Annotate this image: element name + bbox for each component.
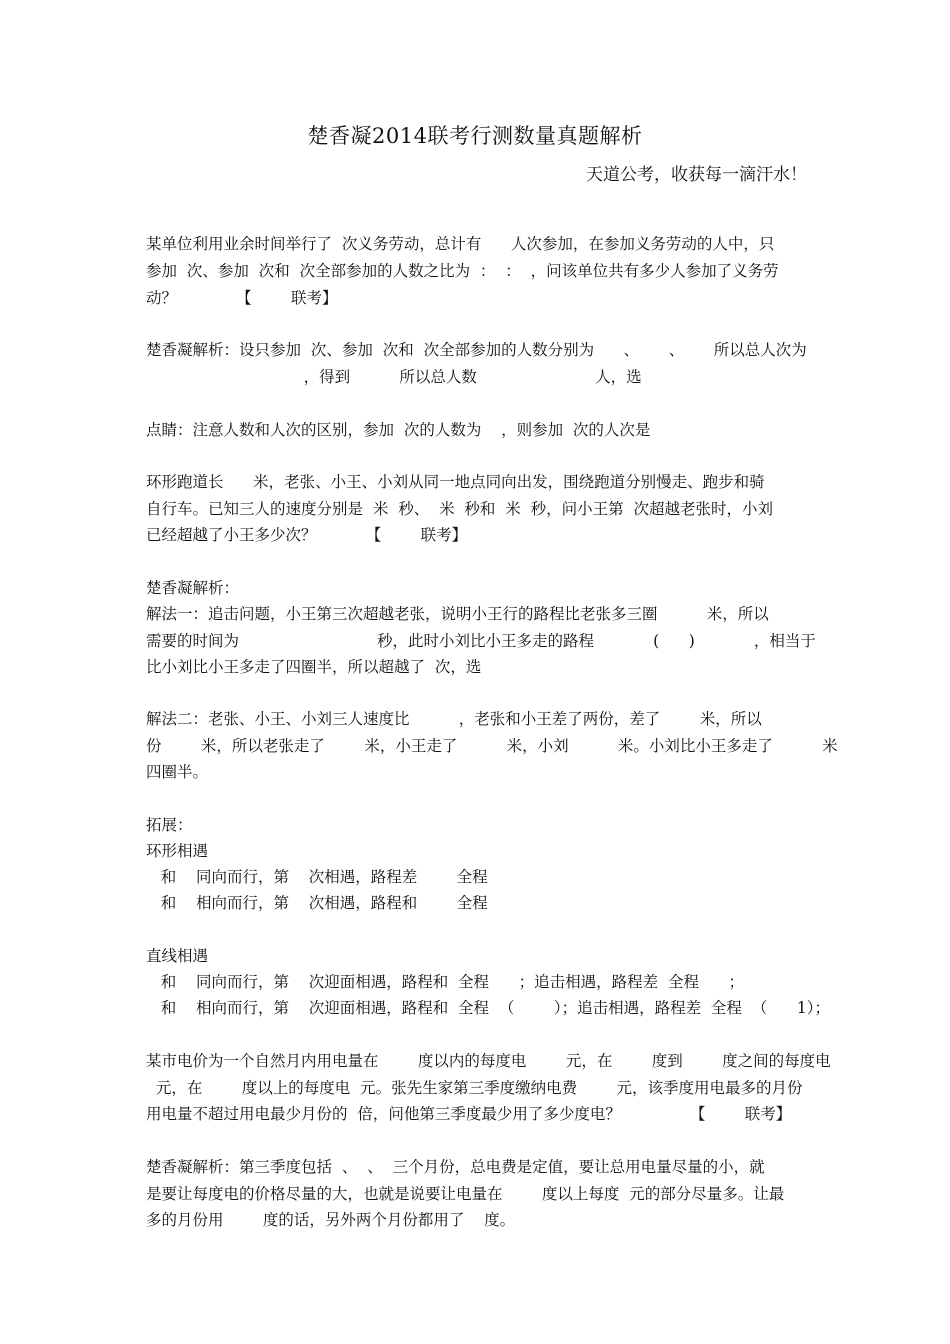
document-title: 楚香凝2014联考行测数量真题解析 (307, 124, 643, 148)
q3-analysis-line-2: 是要让每度电的价格尽量的大，也就是说要让电量在 度以上每度 元的部分尽量多。让最 (146, 1185, 785, 1203)
q3-analysis-line-3: 多的月份用 度的话，另外两个月份都用了 度。 (146, 1211, 516, 1229)
q1-line-3: 动？ 【 联考】 (146, 289, 338, 307)
q3-analysis-line-1: 楚香凝解析：第三季度包括 、 、 三个月份，总电费是定值，要让总用电量尽量的小，就 (146, 1158, 765, 1176)
q2-method2-line-1: 解法二：老张、小王、小刘三人速度比 ，老张和小王差了两份，差了 米，所以 (146, 710, 762, 728)
q1-line-2: 参加 次、参加 次和 次全部参加的人数之比为 ： ： ，问该单位共有多少人参加了义务劳 (146, 262, 779, 280)
slogan: 天道公考，收获每一滴汗水！ (586, 165, 807, 185)
linear-meeting-line-1: 和 同向而行，第 次迎面相遇，路程和 全程 ；追击相遇，路程差 全程 ； (146, 973, 745, 991)
linear-meeting-heading: 直线相遇 (146, 947, 209, 965)
q2-method2-line-3: 四圈半。 (146, 763, 209, 781)
q1-analysis-line-2: ，得到 所以总人数 人，选 (146, 368, 642, 386)
q3-line-3: 用电量不超过用电最少月份的 倍，问他第三季度最少用了多少度电？ 【 联考】 (146, 1105, 792, 1123)
extension-heading: 拓展： (146, 816, 193, 834)
q2-analysis-heading: 楚香凝解析： (146, 579, 240, 597)
linear-meeting-line-2: 和 相向而行，第 次迎面相遇，路程和 全程 （ ）；追击相遇，路程差 全程 （ 1）； (146, 999, 830, 1017)
q2-method1-line-1: 解法一：追击问题，小王第三次超越老张，说明小王行的路程比老张多三圈 米，所以 (146, 605, 769, 623)
circular-meeting-line-1: 和 同向而行，第 次相遇，路程差 全程 (146, 868, 488, 886)
q2-line-3: 已经超越了小王多少次？ 【 联考】 (146, 526, 468, 544)
q2-method2-line-2: 份 米，所以老张走了 米，小王走了 米，小刘 米。小刘比小王多走了 米 (146, 737, 838, 755)
q2-method1-line-3: 比小刘比小王多走了四圈半，所以超越了 次，选 (146, 658, 482, 676)
q3-line-2: 元，在 度以上的每度电 元。张先生家第三季度缴纳电费 元，该季度用电最多的月份 (146, 1079, 803, 1097)
circular-meeting-line-2: 和 相向而行，第 次相遇，路程和 全程 (146, 894, 488, 912)
circular-meeting-heading: 环形相遇 (146, 842, 209, 860)
q3-line-1: 某市电价为一个自然月内用电量在 度以内的每度电 元，在 度到 度之间的每度电 (146, 1052, 831, 1070)
q2-method1-line-2: 需要的时间为 秒，此时小刘比小王多走的路程 ( ) ，相当于 (146, 632, 816, 650)
q1-note: 点睛：注意人数和人次的区别，参加 次的人数为 ，则参加 次的人次是 (146, 421, 651, 439)
q2-line-1: 环形跑道长 米，老张、小王、小刘从同一地点同向出发，围绕跑道分别慢走、跑步和骑 (146, 473, 765, 491)
q2-line-2: 自行车。已知三人的速度分别是 米 秒、 米 秒和 米 秒，问小王第 次超越老张时，小刘 (146, 500, 773, 518)
q1-analysis-line-1: 楚香凝解析：设只参加 次、参加 次和 次全部参加的人数分别为 、 、 所以总人次为 (146, 341, 807, 359)
q1-line-1: 某单位利用业余时间举行了 次义务劳动，总计有 人次参加，在参加义务劳动的人中，只 (146, 235, 775, 253)
